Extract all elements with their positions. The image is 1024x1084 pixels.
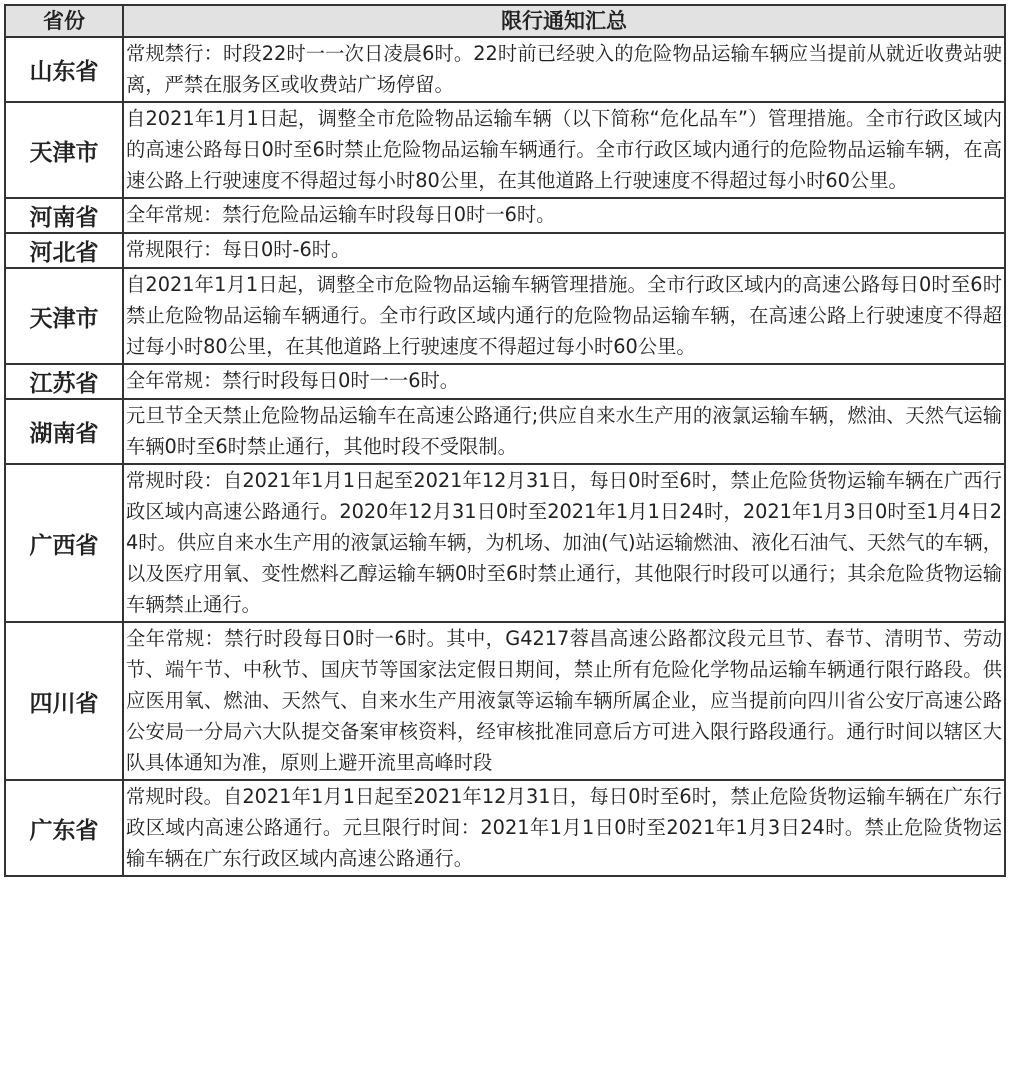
notice-cell: 常规时段。自2021年1月1日起至2021年12月31日，每日0时至6时，禁止危险货物运输车辆在广东行政区域内高速公路通行。元旦限行时间：2021年1月1日0时至2021年1月3日24时。禁止危险货物运输车辆在广东行政区域内高速公路通行。	[123, 780, 1005, 876]
table-row	[5, 102, 1005, 198]
table-row	[5, 464, 1005, 622]
province-cell: 天津市	[5, 268, 123, 364]
notice-cell: 常规禁行：时段22时一一次日凌晨6时。22时前已经驶入的危险物品运输车辆应当提前从就近收费站驶离，严禁在服务区或收费站广场停留。	[123, 37, 1005, 102]
notice-table-container	[4, 4, 1004, 877]
table-row	[5, 268, 1005, 364]
province-cell: 天津市	[5, 102, 123, 198]
table-row	[5, 399, 1005, 464]
notice-cell: 常规时段：自2021年1月1日起至2021年12月31日，每日0时至6时，禁止危险货物运输车辆在广西行政区域内高速公路通行。2020年12月31日0时至2021年1月1日24时，2021年1月3日0时至1月4日24时。供应自来水生产用的液氯运输车辆，为机场、加油(气)站运输燃油、液化石油气、天然气的车辆，以及医疗用氧、变性燃料乙醇运输车辆0时至6时禁止通行，其他限行时段可以通行；其余危险货物运输车辆禁止通行。	[123, 464, 1005, 622]
province-cell: 湖南省	[5, 399, 123, 464]
table-row	[5, 233, 1005, 268]
province-cell: 江苏省	[5, 364, 123, 399]
table-row	[5, 622, 1005, 780]
header-province: 省份	[5, 5, 123, 37]
province-cell: 山东省	[5, 37, 123, 102]
notice-cell: 全年常规：禁行危险品运输车时段每日0时一6时。	[123, 198, 1005, 233]
province-cell: 河北省	[5, 233, 123, 268]
province-cell: 广西省	[5, 464, 123, 622]
header-notice-summary: 限行通知汇总	[123, 5, 1005, 37]
table-row	[5, 780, 1005, 876]
province-cell: 四川省	[5, 622, 123, 780]
table-row	[5, 198, 1005, 233]
notice-cell: 全年常规：禁行时段每日0时一一6时。	[123, 364, 1005, 399]
notice-cell: 自2021年1月1日起，调整全市危险物品运输车辆管理措施。全市行政区域内的高速公路每日0时至6时禁止危险物品运输车辆通行。全市行政区域内通行的危险物品运输车辆，在高速公路上行驶速度不得超过每小时80公里，在其他道路上行驶速度不得超过每小时60公里。	[123, 268, 1005, 364]
notice-cell: 自2021年1月1日起，调整全市危险物品运输车辆（以下简称“危化品车”）管理措施。全市行政区域内的高速公路每日0时至6时禁止危险物品运输车辆通行。全市行政区域内通行的危险物品运输车辆，在高速公路上行驶速度不得超过每小时80公里，在其他道路上行驶速度不得超过每小时60公里。	[123, 102, 1005, 198]
notice-cell: 元旦节全天禁止危险物品运输车在高速公路通行;供应自来水生产用的液氯运输车辆，燃油、天然气运输车辆0时至6时禁止通行，其他时段不受限制。	[123, 399, 1005, 464]
province-cell: 广东省	[5, 780, 123, 876]
table-header-row	[5, 5, 1005, 37]
notice-cell: 常规限行：每日0时-6时。	[123, 233, 1005, 268]
table-row	[5, 37, 1005, 102]
table-row	[5, 364, 1005, 399]
restriction-notice-table	[4, 4, 1006, 877]
province-cell: 河南省	[5, 198, 123, 233]
notice-cell: 全年常规：禁行时段每日0时一6时。其中，G4217蓉昌高速公路都汶段元旦节、春节、清明节、劳动节、端午节、中秋节、国庆节等国家法定假日期间，禁止所有危险化学物品运输车辆通行限行路段。供应医用氧、燃油、天然气、自来水生产用液氯等运输车辆所属企业，应当提前向四川省公安厅高速公路公安局一分局六大队提交备案审核资料，经审核批准同意后方可进入限行路段通行。通行时间以辖区大队具体通知为准，原则上避开流里高峰时段	[123, 622, 1005, 780]
